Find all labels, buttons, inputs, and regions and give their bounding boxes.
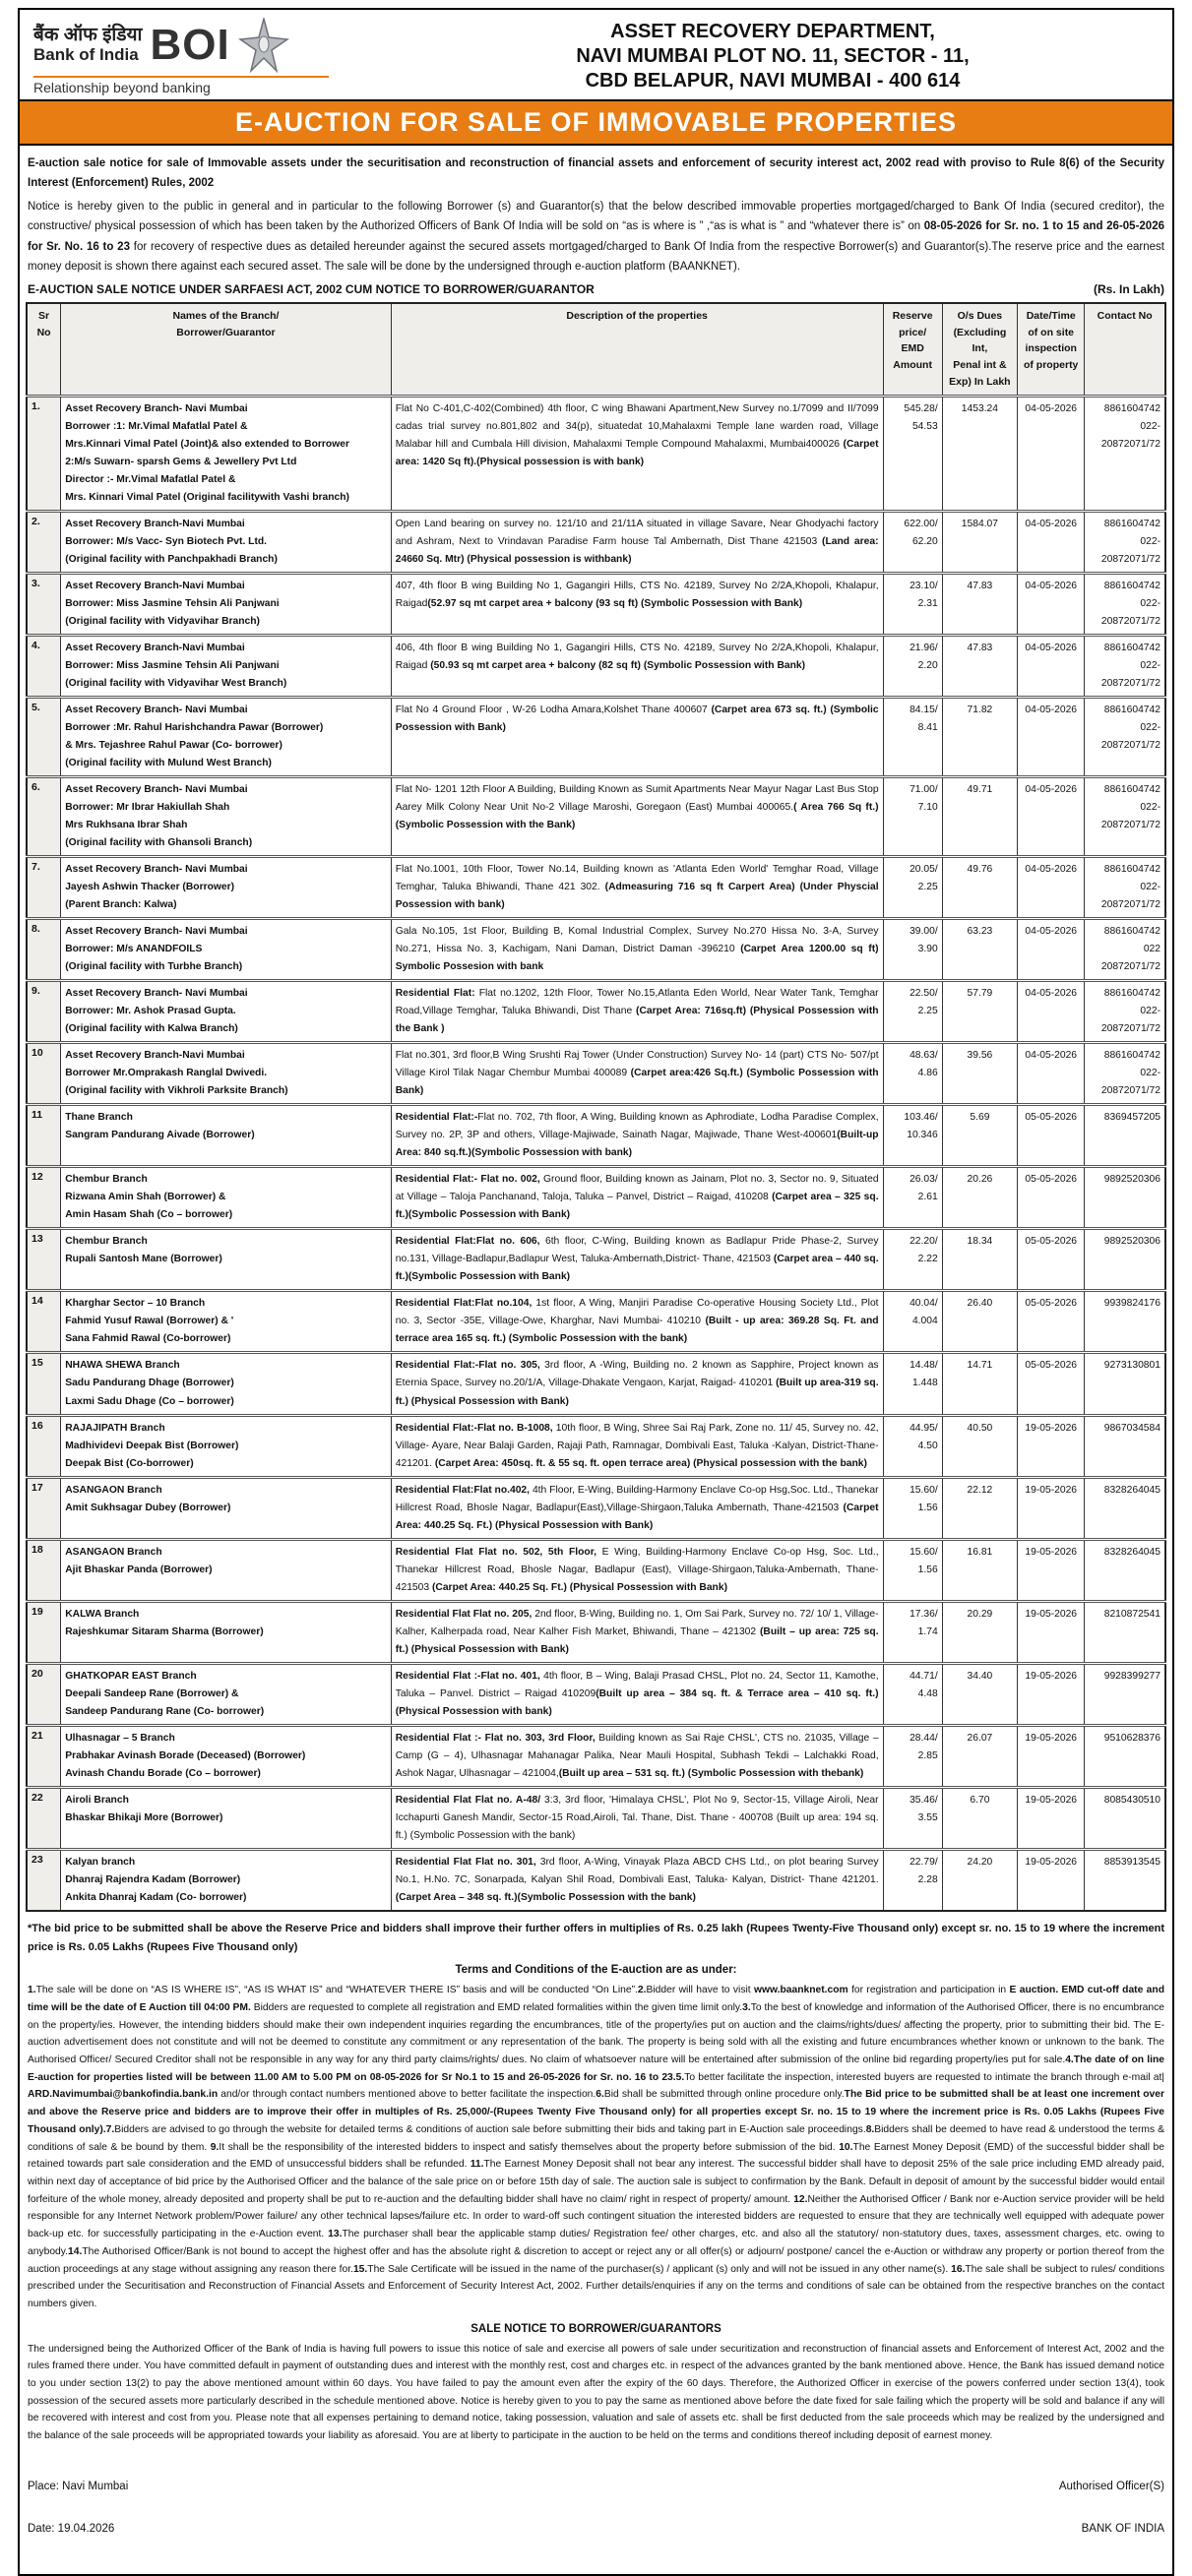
boi-logo-english-text: Bank of India — [33, 45, 139, 65]
sr-no-cell: 15 — [27, 1353, 61, 1415]
sr-no-cell: 1. — [27, 396, 61, 511]
inspection-date-cell: 19-05-2026 — [1018, 1725, 1085, 1787]
table-row — [27, 1477, 1165, 1539]
contact-no-cell: 8861604742 022- 20872071/72 — [1085, 777, 1165, 857]
table-row — [27, 511, 1165, 573]
outstanding-dues-cell: 6.70 — [942, 1787, 1017, 1849]
inspection-date-cell: 04-05-2026 — [1018, 1043, 1085, 1105]
inspection-date-cell: 19-05-2026 — [1018, 1539, 1085, 1601]
inspection-date-cell: 19-05-2026 — [1018, 1477, 1085, 1539]
intro-section — [20, 146, 1172, 278]
outstanding-dues-cell: 40.50 — [942, 1415, 1017, 1477]
inspection-date-cell: 19-05-2026 — [1018, 1601, 1085, 1663]
outstanding-dues-cell: 71.82 — [942, 697, 1017, 776]
dept-title-line-3: CBD BELAPUR, NAVI MUMBAI - 400 614 — [585, 70, 961, 92]
sr-no-cell: 2. — [27, 511, 61, 573]
sr-no-cell: 16 — [27, 1415, 61, 1477]
reserve-emd-cell: 35.46/ 3.55 — [883, 1787, 942, 1849]
contact-no-cell: 9892520306 — [1085, 1167, 1165, 1229]
outstanding-dues-cell: 63.23 — [942, 919, 1017, 981]
header — [20, 10, 1172, 99]
reserve-emd-cell: 22.20/ 2.22 — [883, 1229, 942, 1291]
reserve-emd-cell: 39.00/ 3.90 — [883, 919, 942, 981]
boi-logo-hindi-text: बैंक ऑफ इंडिया — [33, 25, 143, 46]
outstanding-dues-cell: 14.71 — [942, 1353, 1017, 1415]
sr-no-cell: 3. — [27, 573, 61, 635]
branch-borrower-cell: Asset Recovery Branch- Navi Mumbai Borrower: Mr. Ashok Prasad Gupta. (Original facility with Kalwa Branch) — [61, 981, 392, 1043]
branch-borrower-cell: Ulhasnagar – 5 Branch Prabhakar Avinash Borade (Deceased) (Borrower) Avinash Chandu Borade (Co – borrower) — [61, 1725, 392, 1787]
outstanding-dues-cell: 57.79 — [942, 981, 1017, 1043]
table-row — [27, 1105, 1165, 1167]
contact-no-cell: 8328264045 — [1085, 1539, 1165, 1601]
reserve-emd-cell: 22.50/ 2.25 — [883, 981, 942, 1043]
dept-title-line-1: ASSET RECOVERY DEPARTMENT, — [610, 21, 935, 42]
inspection-date-cell: 04-05-2026 — [1018, 857, 1085, 919]
table-row — [27, 1663, 1165, 1725]
sr-no-cell: 7. — [27, 857, 61, 919]
column-header: O/s Dues (Excluding Int, Penal int & Exp) In Lakh — [942, 303, 1017, 396]
branch-borrower-cell: Chembur Branch Rizwana Amin Shah (Borrower) & Amin Hasam Shah (Co – borrower) — [61, 1167, 392, 1229]
outstanding-dues-cell: 16.81 — [942, 1539, 1017, 1601]
property-description-cell: 407, 4th floor B wing Building No 1, Gagangiri Hills, CTS No. 42189, Survey No 2/2A,Khopoli, Khalapur, Raigad(52.97 sq mt carpet area + balcony (93 sq ft) (Symbolic Possession with Bank) — [391, 573, 883, 635]
contact-no-cell: 8853913545 — [1085, 1849, 1165, 1911]
inspection-date-cell: 04-05-2026 — [1018, 635, 1085, 697]
borrower-notice-body: The undersigned being the Authorized Officer of the Bank of India is having full powers to issue this notice of sale and exercise all powers of sale under securitization and reconstruction of financial assets and Enforcement of Interest Act, 2002 and the rules framed there under. You have committed default in payment of outstanding dues and interest with the monthly rest, cost and charges etc. in respect of the advances granted by the bank mentioned above. Hence, the Bank has issued demand notice to you under section 13(2) to pay the above mentioned amount within 60 days. You have failed to pay the amount even after the expiry of the 60 days. Therefore, the Authorized Officer in exercise of the powers conferred under section 13(4), took possession of the secured assets more particularly described in the schedule mentioned above. Notice is hereby given to you to pay the same as mentioned above before the date fixed for sale failing which the property will be sold and balance if any will be recovered with interest and cost from you. Please note that all expenses pertaining to demand notice, taking possession, valuation and sale of assets etc. shall be first deducted from the sale proceeds which may be realized by the undersigned and the balance of the sale proceeds will be appropriated towards your liability as aforesaid. You are at liberty to participate in the auction to be held on the terms and conditions thereof including deposit of earnest money. — [28, 2343, 1164, 2442]
auction-banner: E-AUCTION FOR SALE OF IMMOVABLE PROPERTIES — [20, 99, 1172, 146]
reserve-emd-cell: 71.00/ 7.10 — [883, 777, 942, 857]
reserve-emd-cell: 622.00/ 62.20 — [883, 511, 942, 573]
branch-borrower-cell: Kharghar Sector – 10 Branch Fahmid Yusuf Rawal (Borrower) & ' Sana Fahmid Rawal (Co-borrower) — [61, 1291, 392, 1353]
outstanding-dues-cell: 20.26 — [942, 1167, 1017, 1229]
column-header: Names of the Branch/ Borrower/Guarantor — [61, 303, 392, 396]
sale-notice-subhead: E-AUCTION SALE NOTICE UNDER SARFAESI ACT, 2002 CUM NOTICE TO BORROWER/GUARANTOR — [28, 281, 595, 296]
table-row — [27, 396, 1165, 511]
contact-no-cell: 8861604742 022- 20872071/72 — [1085, 981, 1165, 1043]
table-row — [27, 981, 1165, 1043]
inspection-date-cell: 04-05-2026 — [1018, 981, 1085, 1043]
outstanding-dues-cell: 18.34 — [942, 1229, 1017, 1291]
table-row — [27, 1353, 1165, 1415]
auction-notice-page — [18, 8, 1174, 2576]
sr-no-cell: 8. — [27, 919, 61, 981]
contact-no-cell: 9510628376 — [1085, 1725, 1165, 1787]
property-description-cell: Residential Flat Flat no. 205, 2nd floor, B-Wing, Building no. 1, Om Sai Park, Survey no. 72/ 10/ 1, Village- Kalher, Kalherpada road, Near Kalher Fish Market, Bhiwandi, Thane – 421302 (Built – up area: 725 sq. ft.) (Physical Possession with Bank) — [391, 1601, 883, 1663]
inspection-date-cell: 04-05-2026 — [1018, 573, 1085, 635]
table-row — [27, 1229, 1165, 1291]
reserve-emd-cell: 40.04/ 4.004 — [883, 1291, 942, 1353]
contact-no-cell: 8861604742 022- 20872071/72 — [1085, 511, 1165, 573]
branch-borrower-cell: ASANGAON Branch Ajit Bhaskar Panda (Borrower) — [61, 1539, 392, 1601]
sr-no-cell: 23 — [27, 1849, 61, 1911]
footer — [20, 2451, 1172, 2564]
property-description-cell: Flat No- 1201 12th Floor A Building, Building Known as Sumit Apartments Near Mayur Nagar Last Bus Stop Aarey Milk Colony Near Unit No-2 Village Maroshi, Goregaon (East) Mumbai 400065.( Area 766 Sq ft.) (Symbolic Possession with the Bank) — [391, 777, 883, 857]
sr-no-cell: 11 — [27, 1105, 61, 1167]
contact-no-cell: 8328264045 — [1085, 1477, 1165, 1539]
intro-para-1: E-auction sale notice for sale of Immovable assets under the securitisation and reconstruction of financial assets and enforcement of security interest act, 2002 read with proviso to Rule 8(6) of the Security Interest (Enforcement) Rules, 2002 — [28, 157, 1164, 190]
boi-logo-acronym: BOI — [150, 21, 230, 70]
dept-title-line-2: NAVI MUMBAI PLOT NO. 11, SECTOR - 11, — [576, 45, 970, 67]
boi-logo — [33, 18, 412, 95]
reserve-emd-cell: 20.05/ 2.25 — [883, 857, 942, 919]
inspection-date-cell: 04-05-2026 — [1018, 697, 1085, 776]
outstanding-dues-cell: 22.12 — [942, 1477, 1017, 1539]
contact-no-cell: 8861604742 022- 20872071/72 — [1085, 697, 1165, 776]
property-description-cell: Residential Flat: Flat no.1202, 12th Floor, Tower No.15,Atlanta Eden World, Near Water Tank, Temghar Road,Village Temghar, Taluka Bhiwandi, Dist Thane (Carpet Area: 716sq.ft) (Physical Possession with the Bank ) — [391, 981, 883, 1043]
column-header: Sr No — [27, 303, 61, 396]
reserve-emd-cell: 17.36/ 1.74 — [883, 1601, 942, 1663]
outstanding-dues-cell: 49.71 — [942, 777, 1017, 857]
outstanding-dues-cell: 20.29 — [942, 1601, 1017, 1663]
table-row — [27, 697, 1165, 776]
logo-tagline: Relationship beyond banking — [33, 76, 329, 95]
branch-borrower-cell: Asset Recovery Branch- Navi Mumbai Borrower :1: Mr.Vimal Mafatlal Patel & Mrs.Kinnari Vimal Patel (Joint)& also extended to Borrower 2:M/s Suwarn- sparsh Gems & Jewellery Pvt Ltd Director :- Mr.Vimal Mafatlal Patel & Mrs. Kinnari Vimal Patel (Original facilitywith Vashi branch) — [61, 396, 392, 511]
inspection-date-cell: 05-05-2026 — [1018, 1105, 1085, 1167]
outstanding-dues-cell: 39.56 — [942, 1043, 1017, 1105]
outstanding-dues-cell: 1453.24 — [942, 396, 1017, 511]
reserve-emd-cell: 44.71/ 4.48 — [883, 1663, 942, 1725]
inspection-date-cell: 19-05-2026 — [1018, 1415, 1085, 1477]
contact-no-cell: 8861604742 022- 20872071/72 — [1085, 396, 1165, 511]
contact-no-cell: 8861604742 022 20872071/72 — [1085, 919, 1165, 981]
inspection-date-cell: 05-05-2026 — [1018, 1229, 1085, 1291]
table-row — [27, 857, 1165, 919]
outstanding-dues-cell: 5.69 — [942, 1105, 1017, 1167]
property-description-cell: Flat no.301, 3rd floor,B Wing Srushti Raj Tower (Under Construction) Survey No- 14 (part) CTS No- 507/pt Village Kirol Tilak Nagar Chembur Mumbai 400089 (Carpet area:426 Sq.ft.) (Symbolic Possession with Bank) — [391, 1043, 883, 1105]
branch-borrower-cell: Asset Recovery Branch-Navi Mumbai Borrower: Miss Jasmine Tehsin Ali Panjwani (Original facility with Vidyavihar Branch) — [61, 573, 392, 635]
footer-date: Date: 19.04.2026 — [28, 2523, 115, 2536]
inspection-date-cell: 04-05-2026 — [1018, 919, 1085, 981]
reserve-emd-cell: 21.96/ 2.20 — [883, 635, 942, 697]
contact-no-cell: 9928399277 — [1085, 1663, 1165, 1725]
terms-heading: Terms and Conditions of the E-auction are as under: — [455, 1964, 737, 1977]
table-header-row — [27, 303, 1165, 396]
contact-no-cell: 9273130801 — [1085, 1353, 1165, 1415]
contact-no-cell: 8210872541 — [1085, 1601, 1165, 1663]
reserve-emd-cell: 48.63/ 4.86 — [883, 1043, 942, 1105]
table-row — [27, 1787, 1165, 1849]
table-row — [27, 1291, 1165, 1353]
table-row — [27, 1539, 1165, 1601]
property-description-cell: Residential Flat:- Flat no. 002, Ground floor, Building known as Jainam, Plot no. 3, Sector no. 9, Situated at Village – Taloja Panchanand, Taloja, Taluka – Panvel, District – Raigad, 410208 (Carpet area – 325 sq. ft.)(Symbolic Possession with Bank) — [391, 1167, 883, 1229]
property-description-cell: Residential Flat:Flat no. 606, 6th floor, C-Wing, Building known as Badlapur Pride Phase-2, Survey no.131, Village-Badlapur,Badlapur West, Taluka-Ambernath,District- Thane, 421503 (Carpet area – 440 sq. ft.)(Symbolic Possession with Bank) — [391, 1229, 883, 1291]
boi-logo-names — [33, 26, 142, 65]
sr-no-cell: 14 — [27, 1291, 61, 1353]
inspection-date-cell: 19-05-2026 — [1018, 1663, 1085, 1725]
contact-no-cell: 8861604742 022- 20872071/72 — [1085, 635, 1165, 697]
table-row — [27, 1601, 1165, 1663]
inspection-date-cell: 05-05-2026 — [1018, 1353, 1085, 1415]
column-header: Date/Time of on site inspection of property — [1018, 303, 1085, 396]
inspection-date-cell: 04-05-2026 — [1018, 777, 1085, 857]
property-description-cell: Residential Flat:-Flat no. 702, 7th floor, A Wing, Building known as Aphrodiate, Lodha Paradise Complex, Survey no. 2P, 3P and others, Village-Majiwade, Sainath Nagar, Majiwade, Thane West-400601(Built-up Area: 840 sq.ft.)(Symbolic Possession with bank) — [391, 1105, 883, 1167]
sr-no-cell: 12 — [27, 1167, 61, 1229]
branch-borrower-cell: GHATKOPAR EAST Branch Deepali Sandeep Rane (Borrower) & Sandeep Pandurang Rane (Co- borrower) — [61, 1663, 392, 1725]
reserve-emd-cell: 26.03/ 2.61 — [883, 1167, 942, 1229]
outstanding-dues-cell: 47.83 — [942, 635, 1017, 697]
branch-borrower-cell: Kalyan branch Dhanraj Rajendra Kadam (Borrower) Ankita Dhanraj Kadam (Co- borrower) — [61, 1849, 392, 1911]
bid-increment-footnote: *The bid price to be submitted shall be above the Reserve Price and bidders shall improve their further offers in multiplies of Rs. 0.25 lakh (Rupees Twenty-Five Thousand only) except sr. no. 15 to 19 where the increment price is Rs. 0.05 Lakhs (Rupees Five Thousand only) — [28, 1922, 1164, 1953]
sr-no-cell: 20 — [27, 1663, 61, 1725]
property-description-cell: Residential Flat:-Flat no. B-1008, 10th floor, B Wing, Shree Sai Raj Park, Zone no. 11/ 45, Survey no. 42, Village- Ayare, Near Balaji Garden, Rajaji Path, Ramnagar, Dombivali East, Taluka -Kalyan, District-Thane-421201. (Carpet Area: 450sq. ft. & 55 sq. ft. open terrace area) (Physical possession with the bank) — [391, 1415, 883, 1477]
outstanding-dues-cell: 1584.07 — [942, 511, 1017, 573]
branch-borrower-cell: Chembur Branch Rupali Santosh Mane (Borrower) — [61, 1229, 392, 1291]
footer-place: Place: Navi Mumbai — [28, 2480, 129, 2492]
reserve-emd-cell: 23.10/ 2.31 — [883, 573, 942, 635]
property-description-cell: 406, 4th floor B wing Building No 1, Gagangiri Hills, CTS No. 42189, Survey No 2/2A,Khopoli, Khalapur, Raigad (50.93 sq mt carpet area + balcony (82 sq ft) (Symbolic Possession with Bank) — [391, 635, 883, 697]
reserve-emd-cell: 28.44/ 2.85 — [883, 1725, 942, 1787]
table-row — [27, 1043, 1165, 1105]
intro-para-2: Notice is hereby given to the public in general and in particular to the following Borrower (s) and Guarantor(s) that the below described immovable properties mortgaged/charged to Bank Of India (secured creditor), the constructive/ physical possession of which has been taken by the Authorized Officers of Bank Of India will be sold on “as is where is ” ,“as is what is ” and “whatever there is” on 08-05-2026 for Sr. no. 1 to 15 and 26-05-2026 for Sr. No. 16 to 23 for recovery of respective dues as detailed hereunder against the secured assets mortgaged/charged to Bank Of India from the respective Borrower(s) and Guarantor(s).The reserve price and the earnest money deposit is shown there against each secured asset. The sale will be done by the undersigned through e-auction platform (BAANKNET). — [28, 201, 1164, 273]
branch-borrower-cell: Airoli Branch Bhaskar Bhikaji More (Borrower) — [61, 1787, 392, 1849]
inspection-date-cell: 19-05-2026 — [1018, 1787, 1085, 1849]
table-row — [27, 777, 1165, 857]
contact-no-cell: 8369457205 — [1085, 1105, 1165, 1167]
footer-bank: BANK OF INDIA — [1081, 2523, 1164, 2536]
sr-no-cell: 10 — [27, 1043, 61, 1105]
reserve-emd-cell: 22.79/ 2.28 — [883, 1849, 942, 1911]
subhead-row — [20, 278, 1172, 302]
column-header: Contact No — [1085, 303, 1165, 396]
property-description-cell: Residential Flat:Flat no.402, 4th Floor, E-Wing, Building-Harmony Enclave Co-op Hsg,Soc. Ltd., Thanekar Hillcrest Road, Bhosle Nagar, Badlapur(East),Village-Shirgaon,Taluka Ambernath, Thane-421503 (Carpet Area: 440.25 Sq. Ft.) (Physical Possession with Bank) — [391, 1477, 883, 1539]
property-description-cell: Gala No.105, 1st Floor, Building B, Komal Industrial Complex, Survey No.270 Hissa No. 3-A, Survey No.271, Hissa No. 3, Kachigam, Nani Daman, District Daman -396210 (Carpet Area 1200.00 sq ft) Symbolic Possesion with bank — [391, 919, 883, 981]
contact-no-cell: 9939824176 — [1085, 1291, 1165, 1353]
branch-borrower-cell: NHAWA SHEWA Branch Sadu Pandurang Dhage (Borrower) Laxmi Sadu Dhage (Co – borrower) — [61, 1353, 392, 1415]
table-row — [27, 919, 1165, 981]
outstanding-dues-cell: 49.76 — [942, 857, 1017, 919]
sr-no-cell: 18 — [27, 1539, 61, 1601]
inspection-date-cell: 19-05-2026 — [1018, 1849, 1085, 1911]
branch-borrower-cell: KALWA Branch Rajeshkumar Sitaram Sharma (Borrower) — [61, 1601, 392, 1663]
property-description-cell: Flat No 4 Ground Floor , W-26 Lodha Amara,Kolshet Thane 400607 (Carpet area 673 sq. ft.) (Symbolic Possession with Bank) — [391, 697, 883, 776]
inspection-date-cell: 04-05-2026 — [1018, 511, 1085, 573]
footer-place-date — [28, 2455, 128, 2562]
borrower-notice-heading: SALE NOTICE TO BORROWER/GUARANTORS — [471, 2322, 721, 2335]
column-header: Reserve price/ EMD Amount — [883, 303, 942, 396]
outstanding-dues-cell: 24.20 — [942, 1849, 1017, 1911]
reserve-emd-cell: 15.60/ 1.56 — [883, 1539, 942, 1601]
table-row — [27, 1167, 1165, 1229]
sr-no-cell: 21 — [27, 1725, 61, 1787]
branch-borrower-cell: Asset Recovery Branch-Navi Mumbai Borrower: M/s Vacc- Syn Biotech Pvt. Ltd. (Original facility with Panchpakhadi Branch) — [61, 511, 392, 573]
sr-no-cell: 6. — [27, 777, 61, 857]
property-description-cell: Flat No C-401,C-402(Combined) 4th floor, C wing Bhawani Apartment,New Survey no.1/7099 and II/7099 cadas trial survey no.801,802 and 34(p), situatedat 10,Mahalaxmi Temple lane warden road, Village Malabar hill and Cumbala Hill division, Mahalaxmi Temple Compound Mahalaxmi, Mumbai400026 (Carpet area: 1420 Sq ft).(Physical possession is with bank) — [391, 396, 883, 511]
table-row — [27, 635, 1165, 697]
property-description-cell: Residential Flat Flat no. A-48/ 3:3, 3rd floor, 'Himalaya CHSL', Plot No 9, Sector-15, Village Airoli, Near Icchapurti Ganesh Mandir, Sector-15 Road,Airoli, Tal. Thane, Dist. Thane - 400708 (Built up area: 194 sq. ft.) (Symbolic Possession with the bank) — [391, 1787, 883, 1849]
rs-in-lakh-label: (Rs. In Lakh) — [1093, 281, 1164, 296]
branch-borrower-cell: Asset Recovery Branch- Navi Mumbai Borrower: Mr Ibrar Hakiullah Shah Mrs Rukhsana Ibrar Shah (Original facility with Ghansoli Branch) — [61, 777, 392, 857]
dept-title — [412, 20, 1162, 93]
inspection-date-cell: 04-05-2026 — [1018, 396, 1085, 511]
sr-no-cell: 19 — [27, 1601, 61, 1663]
contact-no-cell: 8861604742 022- 20872071/72 — [1085, 1043, 1165, 1105]
star-icon — [238, 18, 289, 73]
reserve-emd-cell: 103.46/ 10.346 — [883, 1105, 942, 1167]
property-description-cell: Flat No.1001, 10th Floor, Tower No.14, Building known as 'Atlanta Eden World' Temghar Road, Village Temghar, Taluka Bhiwandi, Thane 421 302. (Admeasuring 716 sq ft Carpert Area) (Under Physcial Possession with bank) — [391, 857, 883, 919]
inspection-date-cell: 05-05-2026 — [1018, 1167, 1085, 1229]
branch-borrower-cell: Asset Recovery Branch-Navi Mumbai Borrower: Miss Jasmine Tehsin Ali Panjwani (Original facility with Vidyavihar West Branch) — [61, 635, 392, 697]
sr-no-cell: 13 — [27, 1229, 61, 1291]
property-description-cell: Residential Flat:Flat no.104, 1st floor, A Wing, Manjiri Paradise Co-operative Housing Society Ltd., Plot no. 3, Sector -35E, Village-Owe, Kharghar, Navi Mumbai- 410210 (Built - up area: 369.28 Sq. Ft. and terrace area 165 sq. ft.) (Symbolic Possession with the bank) — [391, 1291, 883, 1353]
sr-no-cell: 17 — [27, 1477, 61, 1539]
sr-no-cell: 9. — [27, 981, 61, 1043]
outstanding-dues-cell: 47.83 — [942, 573, 1017, 635]
outstanding-dues-cell: 26.40 — [942, 1291, 1017, 1353]
contact-no-cell: 9867034584 — [1085, 1415, 1165, 1477]
property-description-cell: Residential Flat:-Flat no. 305, 3rd floor, A -Wing, Building no. 2 known as Sapphire, Project known as Eternia Space, Survey no.20/1/A, Village-Dhakate Vengaon, Karjat, Raigad- 410201 (Built up area-319 sq. ft.) (Physical Possession with Bank) — [391, 1353, 883, 1415]
reserve-emd-cell: 545.28/ 54.53 — [883, 396, 942, 511]
table-row — [27, 1725, 1165, 1787]
property-description-cell: Residential Flat :- Flat no. 303, 3rd Floor, Building known as Sai Raje CHSL', CTS no. 21035, Village – Camp (G – 4), Ulhasnagar Mahanagar Palika, Near Mauli Hospital, Subhash Tekdi – Lalchakki Road, Ashok Nagar, Ulhasnagar – 421004,(Built up area – 531 sq. ft.) (Symbolic Possession with thebank) — [391, 1725, 883, 1787]
inspection-date-cell: 05-05-2026 — [1018, 1291, 1085, 1353]
terms-body: 1.The sale will be done on “AS IS WHERE IS”, “AS IS WHAT IS” and “WHATEVER THERE IS” basis and will be conducted “On Line”.2.Bidder will have to visit www.baanknet.com for registration and participation in E auction. EMD cut-off date and time will be the date of E Auction till 04:00 PM. Bidders are requested to complete all registration and EMD related formalities within the given time limit only.3.To the best of knowledge and information of the Authorised Officer, there is no encumbrance on the property/ies. However, the intending bidders should make their own independent inquiries regarding the encumbrances, title of the property/ies put on auction and the claims/rights/dues/ affecting the property, prior to submitting their bid. The E-auction advertisement does not constitute and will not be deemed to constitute any commitment or any representation of the bank. The property is being sold with all the existing and future encumbrances whether known or unknown to the bank. The Authorised Officer/ Secured Creditor shall not be responsible in any way for any third party claims/rights/ dues. No claim of whatsoever nature will be entertained after submission of the online bid regarding property/ies put for sale.4.The date of on line E-auction for properties listed will be between 11.00 AM to 5.00 PM on 08-05-2026 for Sr No.1 to 15 and 26-05-2026 for Sr. no. 16 to 23.5.To better facilitate the inspection, interested buyers are requested to intimate the branch through e-mail at| ARD.Navimumbai@bankofindia.bank.in and/or through contact numbers mentioned above to better facilitate the inspection.6.Bid shall be submitted through online procedure only.The Bid price to be submitted shall be at least one increment over and above the Reserve price and bidders are to improve their offer in multiples of Rs. 25,000/-(Rupees Twenty Five Thousand only) for all properties except Sr. no. 15 to 19 where the increment price is Rs. 0.05 Lakhs (Rupees Five Thousand only).7.Bidders are advised to go through the website for detailed terms & conditions of auction sale before submitting their bids and taking part in E-Auction sale proceedings.8.Bidders shall be deemed to have read & understood the terms & conditions of sale & be bound by them. 9.It shall be the responsibility of the interested bidders to inspect and satisfy themselves about the property before submission of the bid. 10.The Earnest Money Deposit (EMD) of the successful bidder shall be retained towards part sale consideration and the EMD of unsuccessful bidders shall be refunded. 11.The Earnest Money Deposit shall not bear any interest. The successful bidder shall have to deposit 25% of the sale price including EMD already paid, within next day of acceptance of bid price by the Authorised Officer and the balance of the sale price on or before 15th day of sale. The auction sale is subject to confirmation by the Bank. Default in deposit of amount by the successful bidder would entail forfeiture of the whole money, already deposited and property shall be put to re-auction and the defaulting bidder shall have no claim/ right in respect of property/ amount. 12.Neither the Authorised Officer / Bank nor e-Auction service provider will be held responsible for any Internet Network problem/Power failure/ any other technical lapses/failure etc. In order to ward-off such contingent situation the interested bidders are requested to ensure that they are technically well equipped with adequate power back-up etc. for successfully participating in the e-Auction event. 13.The purchaser shall bear the applicable stamp duties/ Registration fee/ other charges, etc. and also all the statutory/ non-statutory dues, taxes, assessment charges, etc. owing to anybody.14.The Authorised Officer/Bank is not bound to accept the highest offer and has the absolute right & discretion to accept or reject any or all offer(s) or adjourn/ postpone/ cancel the e-Auction or withdraw any property or portion thereof from the auction proceedings at any stage without assigning any reason there for.15.The Sale Certificate will be issued in the name of the purchaser(s) / applicant (s) only and will not be issued in any other name(s). 16.The sale shall be subject to rules/ conditions prescribed under the Securitisation and Reconstruction of Financial Assets and Enforcement of Security Interest Act, 2002. Further details/enquiries if any on the terms and conditions of sale can be obtained from the respective branches on the contact numbers given. — [28, 1985, 1165, 2309]
property-description-cell: Residential Flat Flat no. 301, 3rd floor, A-Wing, Vinayak Plaza ABCD CHS Ltd., on plot bearing Survey No.1, H.No. 7C, Sonarpada, Kalyan Shil Road, Dombivali East, Taluka- Kalyan, District- Thane 421201.(Carpet Area – 348 sq. ft.)(Symbolic Possession with the bank) — [391, 1849, 883, 1911]
branch-borrower-cell: Asset Recovery Branch- Navi Mumbai Borrower :Mr. Rahul Harishchandra Pawar (Borrower) & Mrs. Tejashree Rahul Pawar (Co- borrower) (Original facility with Mulund West Branch) — [61, 697, 392, 776]
branch-borrower-cell: Asset Recovery Branch-Navi Mumbai Borrower Mr.Omprakash Ranglal Dwivedi. (Original facility with Vikhroli Parksite Branch) — [61, 1043, 392, 1105]
outstanding-dues-cell: 26.07 — [942, 1725, 1017, 1787]
sr-no-cell: 22 — [27, 1787, 61, 1849]
auction-table — [26, 302, 1166, 1912]
table-row — [27, 573, 1165, 635]
reserve-emd-cell: 14.48/ 1.448 — [883, 1353, 942, 1415]
footer-signature — [1059, 2455, 1164, 2562]
branch-borrower-cell: ASANGAON Branch Amit Sukhsagar Dubey (Borrower) — [61, 1477, 392, 1539]
contact-no-cell: 8861604742 022- 20872071/72 — [1085, 573, 1165, 635]
property-description-cell: Open Land bearing on survey no. 121/10 and 21/11A situated in village Savare, Near Ghodyachi factory and Ashram, Next to Vrindavan Paradise Farm house Tal Ambernath, Dist Thane 421503 (Land area: 24660 Sq. Mtr) (Physical possession is withbank) — [391, 511, 883, 573]
property-description-cell: Residential Flat :-Flat no. 401, 4th floor, B – Wing, Balaji Prasad CHSL, Plot no. 24, Sector 11, Kamothe, Taluka – Panvel. District – Raigad 410209(Built up area – 384 sq. ft. & Terrace area – 410 sq. ft.)(Physical Possession with bank) — [391, 1663, 883, 1725]
reserve-emd-cell: 15.60/ 1.56 — [883, 1477, 942, 1539]
column-header: Description of the properties — [391, 303, 883, 396]
contact-no-cell: 8085430510 — [1085, 1787, 1165, 1849]
branch-borrower-cell: Asset Recovery Branch- Navi Mumbai Jayesh Ashwin Thacker (Borrower) (Parent Branch: Kalwa) — [61, 857, 392, 919]
sr-no-cell: 5. — [27, 697, 61, 776]
branch-borrower-cell: Asset Recovery Branch- Navi Mumbai Borrower: M/s ANANDFOILS (Original facility with Turbhe Branch) — [61, 919, 392, 981]
table-row — [27, 1849, 1165, 1911]
sr-no-cell: 4. — [27, 635, 61, 697]
branch-borrower-cell: Thane Branch Sangram Pandurang Aivade (Borrower) — [61, 1105, 392, 1167]
reserve-emd-cell: 84.15/ 8.41 — [883, 697, 942, 776]
contact-no-cell: 9892520306 — [1085, 1229, 1165, 1291]
branch-borrower-cell: RAJAJIPATH Branch Madhividevi Deepak Bist (Borrower) Deepak Bist (Co-borrower) — [61, 1415, 392, 1477]
reserve-emd-cell: 44.95/ 4.50 — [883, 1415, 942, 1477]
contact-no-cell: 8861604742 022- 20872071/72 — [1085, 857, 1165, 919]
footer-officer: Authorised Officer(S) — [1058, 2480, 1164, 2492]
outstanding-dues-cell: 34.40 — [942, 1663, 1017, 1725]
property-description-cell: Residential Flat Flat no. 502, 5th Floor, E Wing, Building-Harmony Enclave Co-op Hsg, Soc. Ltd., Thanekar Hillcrest Road, Bhosle Nagar, Badlapur (East), Village-Shirgaon,Taluka-Ambernath, Thane-421503 (Carpet Area: 440.25 Sq. Ft.) (Physical Possession with Bank) — [391, 1539, 883, 1601]
table-row — [27, 1415, 1165, 1477]
